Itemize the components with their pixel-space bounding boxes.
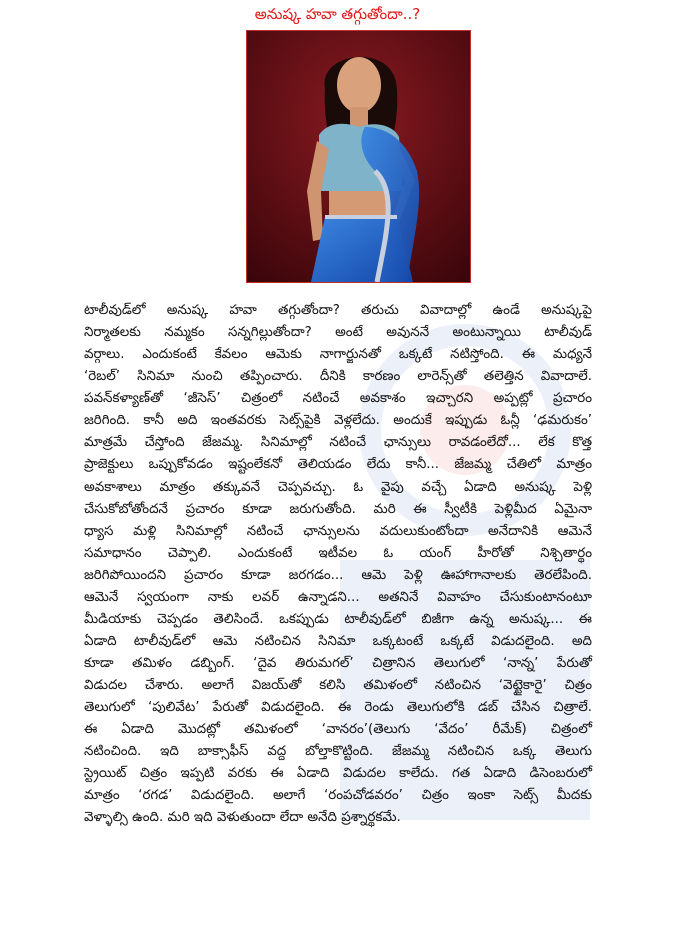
- article-line: పవన్‌కళ్యాణ్‌తో ‘జీసెస్’ చిత్రంలో నటించే అవకాశం ఇచ్చారని అప్పట్లో ప్రచారం: [84, 391, 592, 407]
- article-line: టాలీవుడ్‌లో అనుష్క హవా తగ్గుతోందా? తరుచు వివాదాల్లో ఉండే అనుష్కపై: [84, 303, 592, 318]
- article-line: మాత్రం ‘రగడ’ విడుదలైంది. అలాగే ‘రంపచోడవరం’ చిత్రం ఇంకా సెట్స్ మీదకు: [84, 788, 592, 804]
- article-photo: [246, 30, 471, 283]
- article-line: అవకాశాలు మాత్రం తక్కువనే చెప్పవచ్చు. ఓ వైపు వచ్చే ఏడాది అనుష్క పెళ్లి: [84, 479, 592, 495]
- article-line: సమాధానం చెప్పాలి. ఎందుకంటే ఇటీవల ఓ యంగ్ హీరోతో నిశ్చితార్థం: [84, 545, 592, 561]
- article-line: ప్రాజెక్టులు ఒప్పుకోవడం ఇష్టంలేకనో తెలియడం లేదు కానీ... జేజమ్మ చేతిలో మాత్రం: [84, 457, 592, 473]
- article-line: నటించింది. ఇది బాక్సాఫీస్ వద్ద బోల్తాకొట్టింది. జేజమ్మ నటించిన ఒక్క తెలుగు: [84, 744, 592, 760]
- headline: అనుష్క హవా తగ్గుతోందా..?: [254, 5, 421, 23]
- article-line: మాత్రమే చేస్తోంది జేజమ్మ. సినిమాల్లో నటించే ఛాన్సులు రావడంలేదో... లేక కొత్త: [84, 435, 592, 451]
- article-line: మీడియాకు చెప్పడం తెలిసిందే. ఒకప్పుడు టాలీవుడ్‌లో బిజీగా ఉన్న అనుష్క... ఈ: [84, 611, 592, 627]
- article-line: విడుదల చేశారు. అలాగే విజయ్‌తో కలిసి తమిళంలో నటించిన ‘వెట్టైకారై’ చిత్రం: [84, 678, 592, 694]
- article-line: వెళ్ళాల్సి ఉంది. మరి ఇది వెళుతుందా లేదా అనేది ప్రశ్నార్థకమే.: [84, 810, 401, 826]
- article-line: జరిగింది. కానీ అది ఇంతవరకు సెట్స్‌పైకి వెళ్లలేదు. అందుకే ఇప్పుడు ఓన్లీ ‘ఢమరుకం’: [84, 413, 592, 429]
- article-line: స్ట్రెయిట్ చిత్రం ఇప్పటి వరకు ఈ ఏడాది విడుదల కాలేదు. గత ఏడాది డిసెంబరులో: [84, 766, 592, 782]
- portrait-photo-icon: [247, 31, 470, 282]
- article-body: [84, 300, 592, 830]
- article-line: ‘రెబల్’ సినిమా నుంచి తప్పించారు. దీనికి కారణం లారెన్స్‌తో తలెత్తిన వివాదాలే.: [84, 369, 592, 385]
- article-line: జరిగిపోయిందని ప్రచారం కూడా జరగడం... ఆమె పెళ్లి ఊహాగానాలకు తెరలేపింది.: [84, 567, 592, 583]
- article-line: చేసుకోబోతోందనే ప్రచారం కూడా జరుగుతోంది. మరి ఈ స్వీటీకి పెళ్లిమీద ఏమైనా: [84, 501, 592, 517]
- article-line: ఆమెనే స్వయంగా నాకు లవర్ ఉన్నాడని... అతనినే వివాహం చేసుకుంటానంటూ: [84, 589, 592, 605]
- article-line: ధ్యాస మళ్లి సినిమాల్లో నటించే ఛాన్సులను వదులుకుంటోందా అనేదానికి ఆమెనే: [84, 523, 592, 539]
- article-line: ఈ ఏడాది మొదట్లో తమిళంలో ‘వానరం’(తెలుగు ‘వేదం’ రీమేక్) చిత్రంలో: [84, 722, 592, 738]
- article-line: వర్గాలు. ఎందుకంటే కేవలం ఆమెకు నాగార్జునతో ఒక్కటే నటిస్తోంది. ఈ మధ్యనే: [84, 347, 592, 363]
- article-line: ఏడాది టాలీవుడ్‌లో ఆమె నటించిన సినిమా ఒక్కటంటే ఒక్కటే విడుదలైంది. అది: [84, 633, 592, 649]
- article-line: కూడా తమిళం డబ్బింగ్. ‘దైవ తిరుమగల్’ చిత్రానిన తెలుగులో ‘నాన్న’ పేరుతో: [84, 656, 592, 671]
- article-line: తెలుగులో ‘పులివేట’ పేరుతో విడుదలైంది. ఈ రెండు తెలుగులోకి డబ్ చేసిన చిత్రాలే.: [84, 700, 592, 716]
- article-line: నిర్మాతలకు నమ్మకం సన్నగిల్లుతోందా? అంటే అవుననే అంటున్నాయి టాలీవుడ్: [84, 325, 592, 341]
